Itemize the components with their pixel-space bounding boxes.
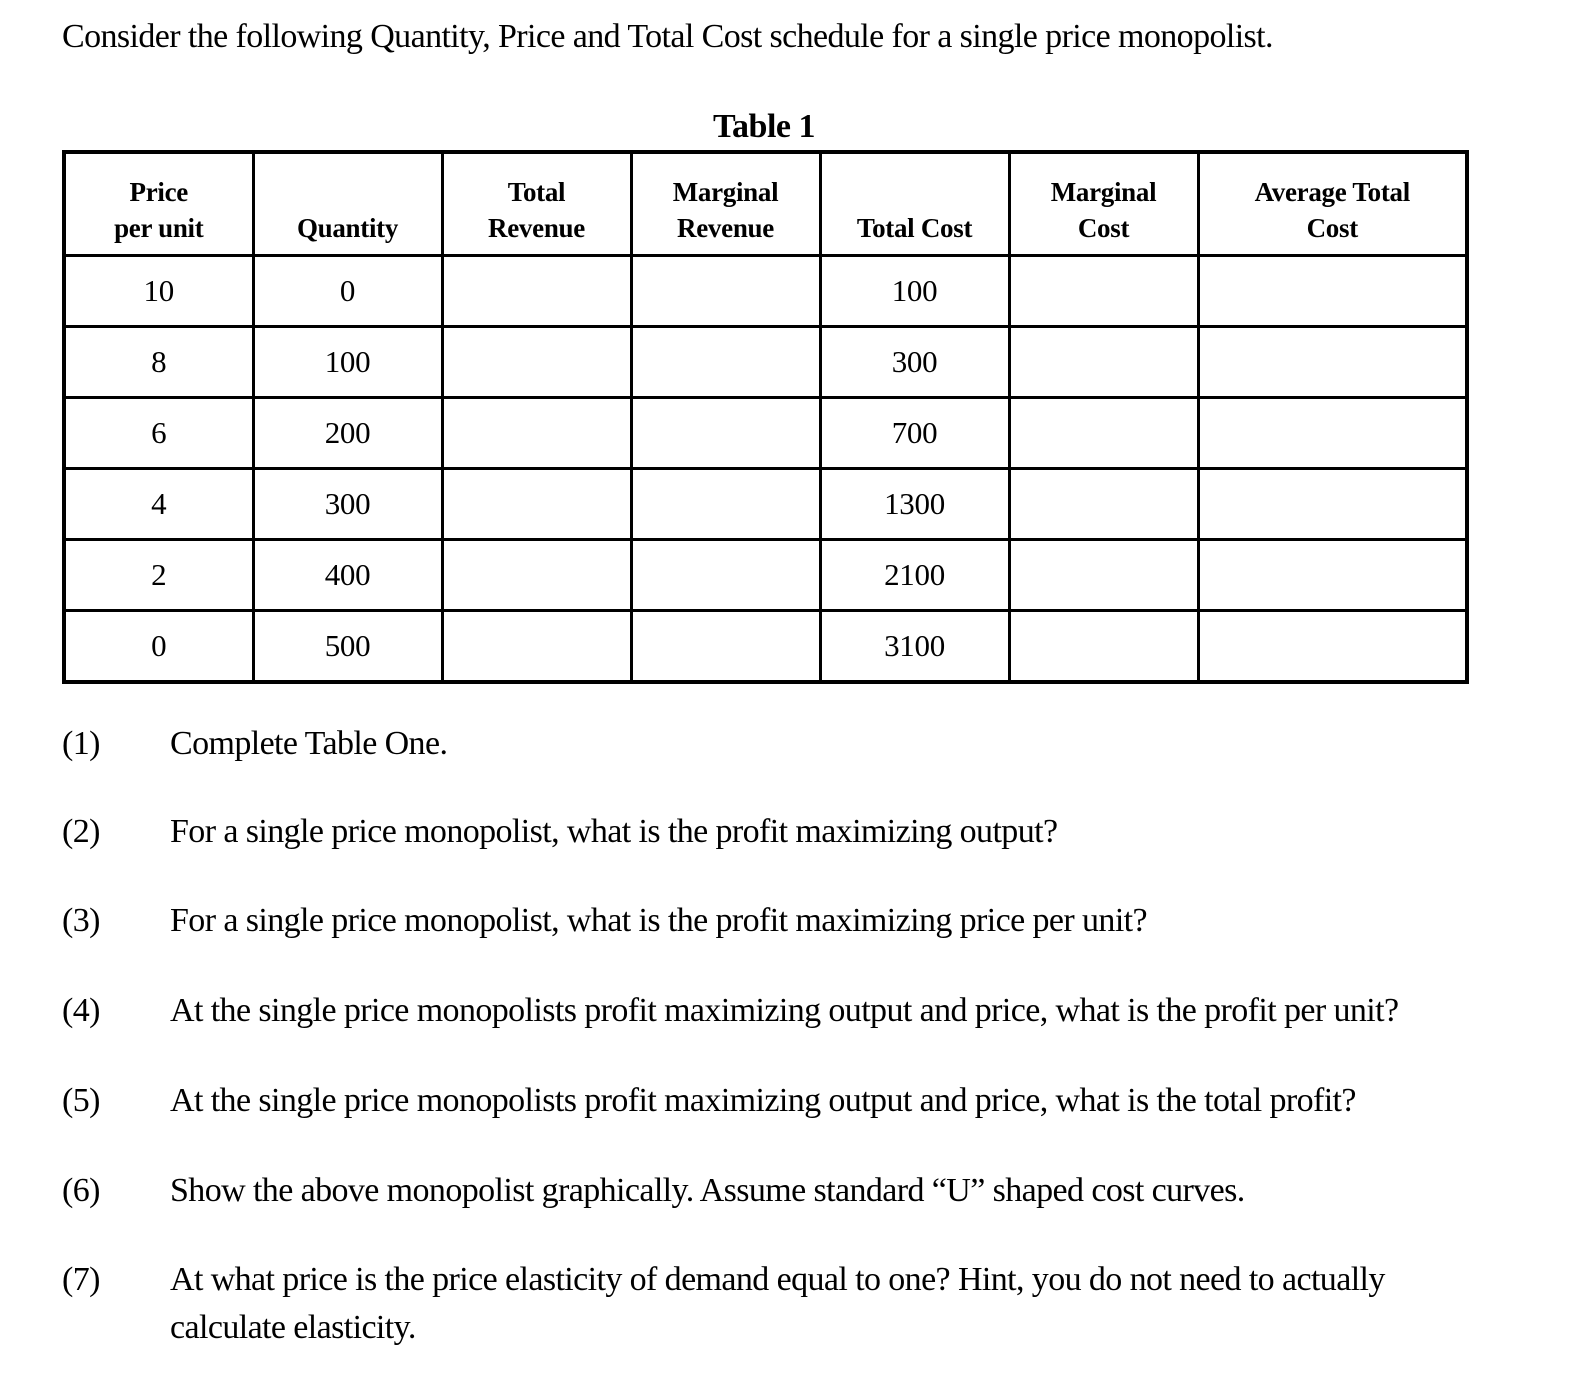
cell-quantity: 400 bbox=[253, 540, 442, 611]
cell-marginal-cost bbox=[1009, 469, 1198, 540]
question-text: Show the above monopolist graphically. Assume standard “U” shaped cost curves. bbox=[170, 1172, 1245, 1209]
question-text: Complete Table One. bbox=[170, 725, 448, 762]
cell-marginal-revenue bbox=[631, 327, 820, 398]
table-row bbox=[64, 469, 1467, 540]
header-quantity: Quantity bbox=[253, 152, 442, 256]
question-number: (2) bbox=[62, 813, 100, 850]
question-number: (3) bbox=[62, 902, 100, 939]
header-marginal-revenue: Marginal Revenue bbox=[631, 152, 820, 256]
cell-total-cost: 3100 bbox=[820, 611, 1009, 683]
cell-marginal-cost bbox=[1009, 611, 1198, 683]
cell-total-cost: 100 bbox=[820, 256, 1009, 327]
question-number: (5) bbox=[62, 1082, 100, 1119]
question-number: (1) bbox=[62, 725, 100, 762]
cell-average-total-cost bbox=[1198, 256, 1467, 327]
cell-total-revenue bbox=[442, 469, 631, 540]
cell-marginal-revenue bbox=[631, 611, 820, 683]
question-text: For a single price monopolist, what is the profit maximizing output? bbox=[170, 813, 1058, 850]
table-row bbox=[64, 327, 1467, 398]
table-title: Table 1 bbox=[712, 108, 815, 145]
cell-marginal-cost bbox=[1009, 540, 1198, 611]
cell-quantity: 100 bbox=[253, 327, 442, 398]
cell-average-total-cost bbox=[1198, 398, 1467, 469]
question-text: At the single price monopolists profit maximizing output and price, what is the profit per unit? bbox=[170, 992, 1399, 1029]
header-price-per-unit: Price per unit bbox=[64, 152, 253, 256]
cell-average-total-cost bbox=[1198, 540, 1467, 611]
cell-marginal-cost bbox=[1009, 256, 1198, 327]
cell-average-total-cost bbox=[1198, 327, 1467, 398]
cell-total-revenue bbox=[442, 327, 631, 398]
header-total-revenue: Total Revenue bbox=[442, 152, 631, 256]
table-row bbox=[64, 540, 1467, 611]
cell-marginal-revenue bbox=[631, 540, 820, 611]
cell-price: 8 bbox=[64, 327, 253, 398]
header-average-total-cost: Average Total Cost bbox=[1198, 152, 1467, 256]
cell-quantity: 500 bbox=[253, 611, 442, 683]
table-row bbox=[64, 611, 1467, 683]
cell-price: 10 bbox=[64, 256, 253, 327]
cell-total-revenue bbox=[442, 398, 631, 469]
cell-total-revenue bbox=[442, 611, 631, 683]
question-text: At the single price monopolists profit maximizing output and price, what is the total profit? bbox=[170, 1082, 1356, 1119]
cell-average-total-cost bbox=[1198, 611, 1467, 683]
cell-marginal-revenue bbox=[631, 256, 820, 327]
question-text: At what price is the price elasticity of demand equal to one? Hint, you do not need to actually bbox=[170, 1261, 1385, 1298]
question-number: (4) bbox=[62, 992, 100, 1029]
table-header-row bbox=[64, 152, 1467, 256]
cell-marginal-cost bbox=[1009, 398, 1198, 469]
cell-marginal-cost bbox=[1009, 327, 1198, 398]
header-total-cost: Total Cost bbox=[820, 152, 1009, 256]
question-number: (7) bbox=[62, 1261, 100, 1298]
cell-total-revenue bbox=[442, 256, 631, 327]
question-number: (6) bbox=[62, 1172, 100, 1209]
cell-average-total-cost bbox=[1198, 469, 1467, 540]
table-row bbox=[64, 398, 1467, 469]
intro-text: Consider the following Quantity, Price and Total Cost schedule for a single price monopolist. bbox=[62, 18, 1273, 55]
cell-marginal-revenue bbox=[631, 469, 820, 540]
header-marginal-cost: Marginal Cost bbox=[1009, 152, 1198, 256]
question-text: For a single price monopolist, what is the profit maximizing price per unit? bbox=[170, 902, 1148, 939]
cell-marginal-revenue bbox=[631, 398, 820, 469]
cell-quantity: 300 bbox=[253, 469, 442, 540]
question-text-continued: calculate elasticity. bbox=[170, 1309, 416, 1346]
cell-total-revenue bbox=[442, 540, 631, 611]
cell-total-cost: 2100 bbox=[820, 540, 1009, 611]
cell-price: 2 bbox=[64, 540, 253, 611]
cell-total-cost: 1300 bbox=[820, 469, 1009, 540]
table-row bbox=[64, 256, 1467, 327]
cell-price: 0 bbox=[64, 611, 253, 683]
cell-total-cost: 700 bbox=[820, 398, 1009, 469]
cell-quantity: 200 bbox=[253, 398, 442, 469]
cell-quantity: 0 bbox=[253, 256, 442, 327]
cell-price: 6 bbox=[64, 398, 253, 469]
schedule-table bbox=[62, 150, 1469, 684]
cell-total-cost: 300 bbox=[820, 327, 1009, 398]
cell-price: 4 bbox=[64, 469, 253, 540]
